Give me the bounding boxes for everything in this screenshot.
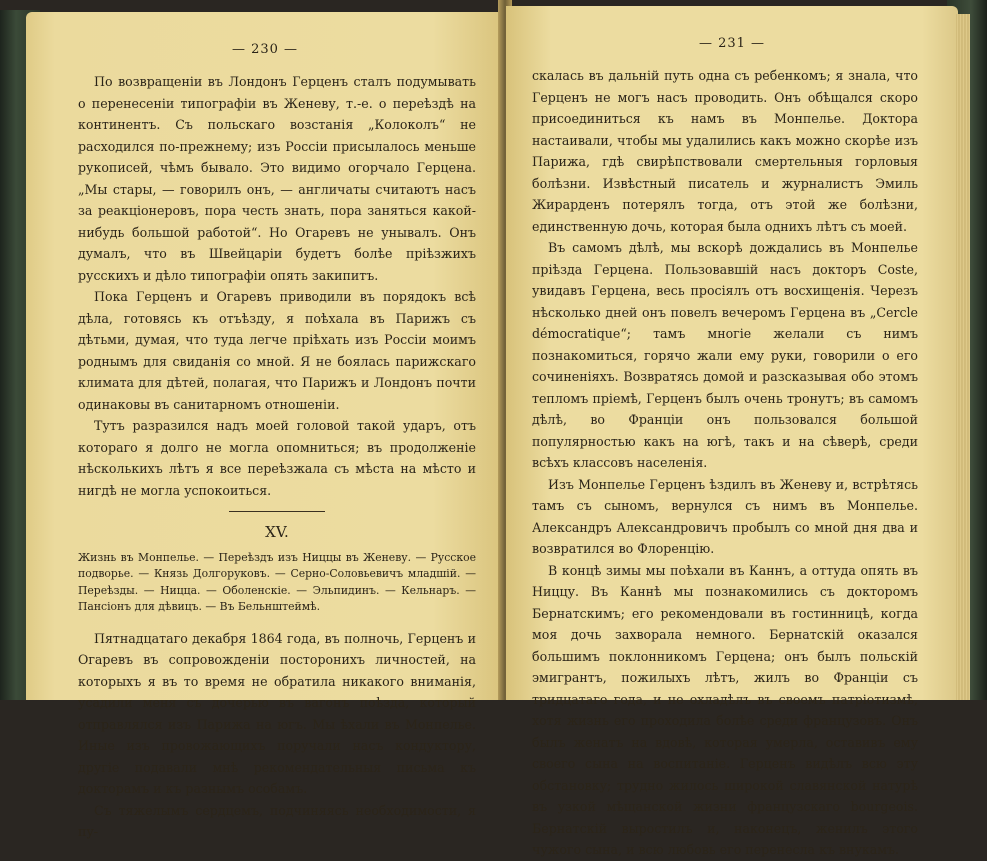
chapter-synopsis-text: Жизнь въ Монпелье. — Переѣздъ изъ Ниццы въ Женеву. — Русское подворье. — Князь Долгоруковъ. — Серно-Соловьевичъ младшій. — Переѣзды. — Ницца. — Оболенскіе. — Эльпидинъ. — Кельнаръ. — Пансіонъ для дѣвицъ. — Въ Бельнштеймѣ. <box>78 550 476 613</box>
paragraph: Тутъ разразился надъ моей головой такой ударъ, отъ котораго я долго не могла опомниться; въ продолженіе нѣсколькихъ лѣтъ я все переѣзжала съ мѣста на мѣсто и нигдѣ не могла успокоиться. <box>78 418 476 498</box>
right-page-text <box>506 65 958 861</box>
paragraph: По возвращеніи въ Лондонъ Герценъ сталъ подумывать о перенесеніи типографіи въ Женеву, т.-е. о переѣздѣ на континентъ. Съ польскаго возстанія „Колоколъ“ не расходился по-прежнему; изъ Россіи присылалось меньше рукописей, чѣмъ бывало. Это видимо огорчало Герцена. „Мы стары, — говорилъ онъ, — англичаты считаютъ насъ за реакціонеровъ, пора честь знать, пора заняться какой-нибудь большой работой“. Но Огаревъ не унывалъ. Онъ думалъ, что въ Швейцаріи будетъ болѣе пріѣзжихъ русскихъ и дѣло типографіи опять закипитъ. <box>78 74 476 283</box>
section-divider <box>229 511 325 512</box>
page-number-right: — 231 — <box>698 36 766 51</box>
chapter-synopsis <box>78 550 476 616</box>
paragraph: В концѣ зимы мы поѣхали въ Каннъ, а оттуда опять въ Ниццу. Въ Каннѣ мы познакомились съ докторомъ Бернатскимъ; его рекомендовали въ гостинницѣ, когда моя дочь захворала немного. Бернатскій оказался большимъ поклонникомъ Герцена; онъ былъ польскій эмигрантъ, пожилыхъ лѣтъ, жилъ во Франціи съ тридцатаго года, и не охладѣлъ въ своемъ патріотизмѣ, хотя жизнь его проходила болѣе среди французовъ. Онъ былъ женатъ на вдовѣ, которая умерла, оставивъ ему своего сына на воспитаніе. Герценъ видѣлъ всю эту обстановку; трудно жилось широкой славянской натурѣ въ узкой мѣщанской жизни французскаго bourgeois. Бернатскій выростилъ и, наконецъ, женилъ этого чужого сына, и всю любовь его перенесла къ внукамъ. <box>532 562 918 857</box>
paragraph: Съ тяжелымъ сердцемъ, подчиняясь необходимости, я пу- <box>78 802 476 839</box>
paragraph: Изъ Монпелье Герценъ ѣздилъ въ Женеву и, встрѣтясь тамъ съ сыномъ, вернулся съ нимъ въ Монпелье. Александръ Александровичъ пробылъ со мной дня два и возвратился во Флоренцію. <box>532 476 918 556</box>
paragraph: Пятнадцатаго декабря 1864 года, въ полночь, Герценъ и Огаревъ въ сопровожденіи посторонихъ личностей, на которыхъ я въ то время не обратила никакого вниманія, усадили меня съ дочерью въ вагонъ поѣзда, который отправлялся изъ Парижа на югъ. Мы ѣхали въ Монпелье. Иные изъ провожающихъ поручали насъ кондуктору, другіе подавали мнѣ рекомендательныя письма къ докторамъ и къ разнымъ особамъ. <box>78 630 476 796</box>
left-page-text <box>26 71 504 843</box>
paragraph: Въ самомъ дѣлѣ, мы вскорѣ дождались въ Монпелье пріѣзда Герцена. Пользовавшій насъ докторъ Coste, увидавъ Герцена, весь просіялъ отъ восхищенія. Черезъ нѣсколько дней онъ повелъ вечеромъ Герцена въ „Cercle démocratique“; тамъ многіе желали съ нимъ познакомиться, горячо жали ему руки, говорили о его сочиненіяхъ. Возвратясь домой и разсказывая обо этомъ тепломъ пріемѣ, Герценъ былъ очень тронутъ; въ самомъ дѣлѣ, во Франціи онъ пользовался большой популярностью какъ на югѣ, такъ и на сѣверѣ, среди всѣхъ классовъ населенія. <box>532 240 918 470</box>
paragraph: Пока Герценъ и Огаревъ приводили въ порядокъ всѣ дѣла, готовясь къ отъѣзду, я поѣхала въ Парижъ съ дѣтьми, думая, что туда легче пріѣхать изъ Россіи моимъ роднымъ для свиданія со мной. Я не боялась парижскаго климата для дѣтей, полагая, что Парижъ и Лондонъ почти одинаковы въ санитарномъ отношеніи. <box>78 289 476 412</box>
page-edges <box>956 14 970 700</box>
paragraph: скалась въ дальній путь одна съ ребенкомъ; я знала, что Герценъ не могъ насъ проводить. Онъ обѣщался скоро присоединиться къ намъ въ Монпелье. Доктора настаивали, чтобы мы удалились какъ можно скорѣе изъ Парижа, гдѣ свирѣпствовали смертельныя горловыя болѣзни. Извѣстный писатель и журналистъ Эмиль Жирарденъ потерялъ тогда, отъ этой же болѣзни, единственную дочь, которая была однихъ лѣтъ съ моей. <box>532 68 918 234</box>
page-number-left: — 230 — <box>231 42 299 57</box>
right-page <box>506 6 958 857</box>
chapter-heading: XV. <box>265 523 289 541</box>
left-page <box>26 12 504 839</box>
